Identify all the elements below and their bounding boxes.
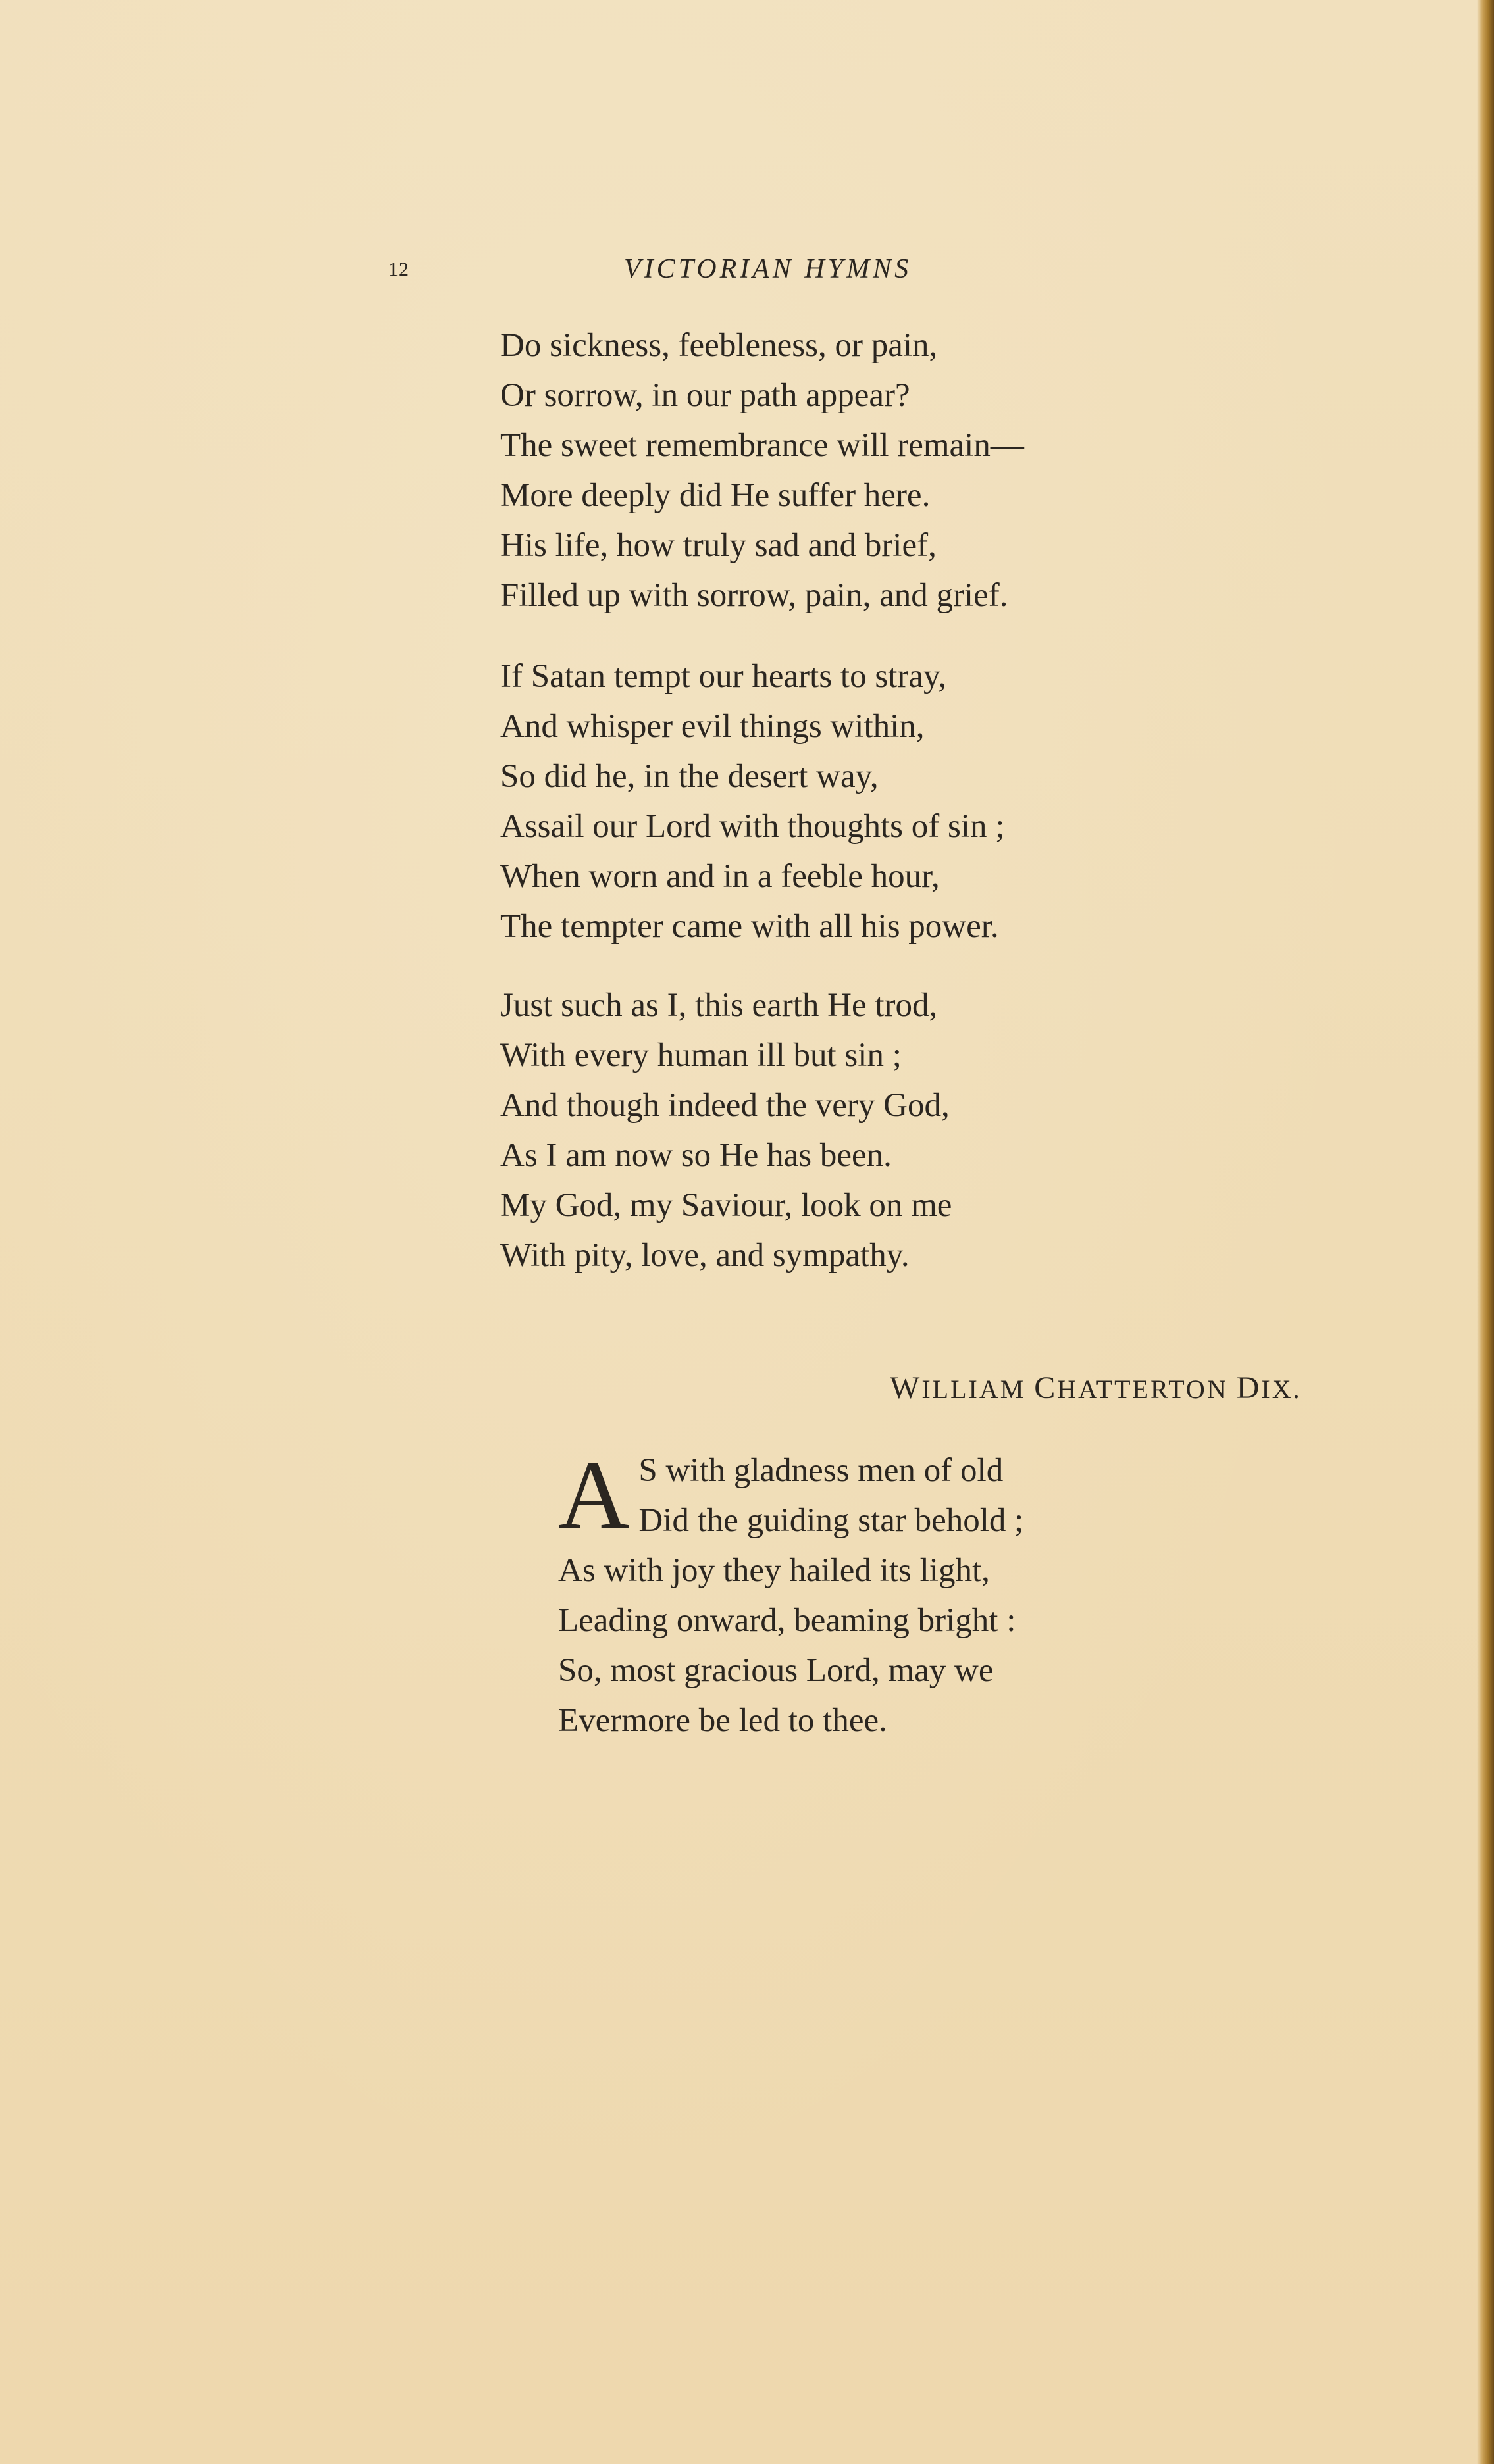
verse-line: More deeply did He suffer here. [500,477,931,514]
verse-line: Filled up with sorrow, pain, and grief. [500,577,1008,614]
hymn-as-with-gladness [558,1440,1282,1746]
stanza-3 [500,980,952,1280]
gilt-page-edge [1477,0,1494,2464]
verse-line: With every human ill but sin ; [500,1037,902,1074]
author-name-part: IX. [1261,1374,1302,1404]
verse-line: The tempter came with all his power. [500,908,999,945]
verse-line: Just such as I, this earth He trod, [500,987,938,1024]
verse-line: Do sickness, feebleness, or pain, [500,327,938,364]
verse-line: My God, my Saviour, look on me [500,1187,952,1224]
verse-line: If Satan tempt our hearts to stray, [500,658,946,695]
verse-line: So did he, in the desert way, [500,758,879,795]
running-head [388,253,1178,293]
verse-line: As with joy they hailed its light, [558,1552,990,1589]
author-name-part: HATTERTON [1057,1374,1228,1404]
running-title: VICTORIAN HYMNS [624,254,912,284]
stanza-2 [500,651,1004,951]
verse-line: And though indeed the very God, [500,1087,950,1124]
verse-line: The sweet remembrance will remain— [500,427,1024,464]
stanza-1 [500,320,1024,620]
author-initial: W [890,1370,922,1405]
verse-line: S with gladness men of old [638,1452,1004,1489]
author-name-part: ILLIAM [921,1374,1026,1404]
hymn-author [890,1370,1302,1406]
verse-line: Leading onward, beaming bright : [558,1602,1016,1639]
author-initial: D [1236,1370,1262,1405]
verse-line: And whisper evil things within, [500,708,925,745]
verse-line: Did the guiding star behold ; [638,1502,1024,1539]
verse-line: As I am now so He has been. [500,1137,892,1174]
verse-line: So, most gracious Lord, may we [558,1652,994,1689]
page-number: 12 [388,259,409,280]
verse-line: When worn and in a feeble hour, [500,858,940,895]
verse-line: Evermore be led to thee. [558,1702,887,1739]
verse-line: Assail our Lord with thoughts of sin ; [500,808,1005,845]
drop-cap: A [558,1440,630,1549]
verse-line: With pity, love, and sympathy. [500,1237,910,1274]
verse-line: Or sorrow, in our path appear? [500,377,910,414]
verse-line: His life, how truly sad and brief, [500,527,937,564]
author-initial: C [1034,1370,1058,1405]
